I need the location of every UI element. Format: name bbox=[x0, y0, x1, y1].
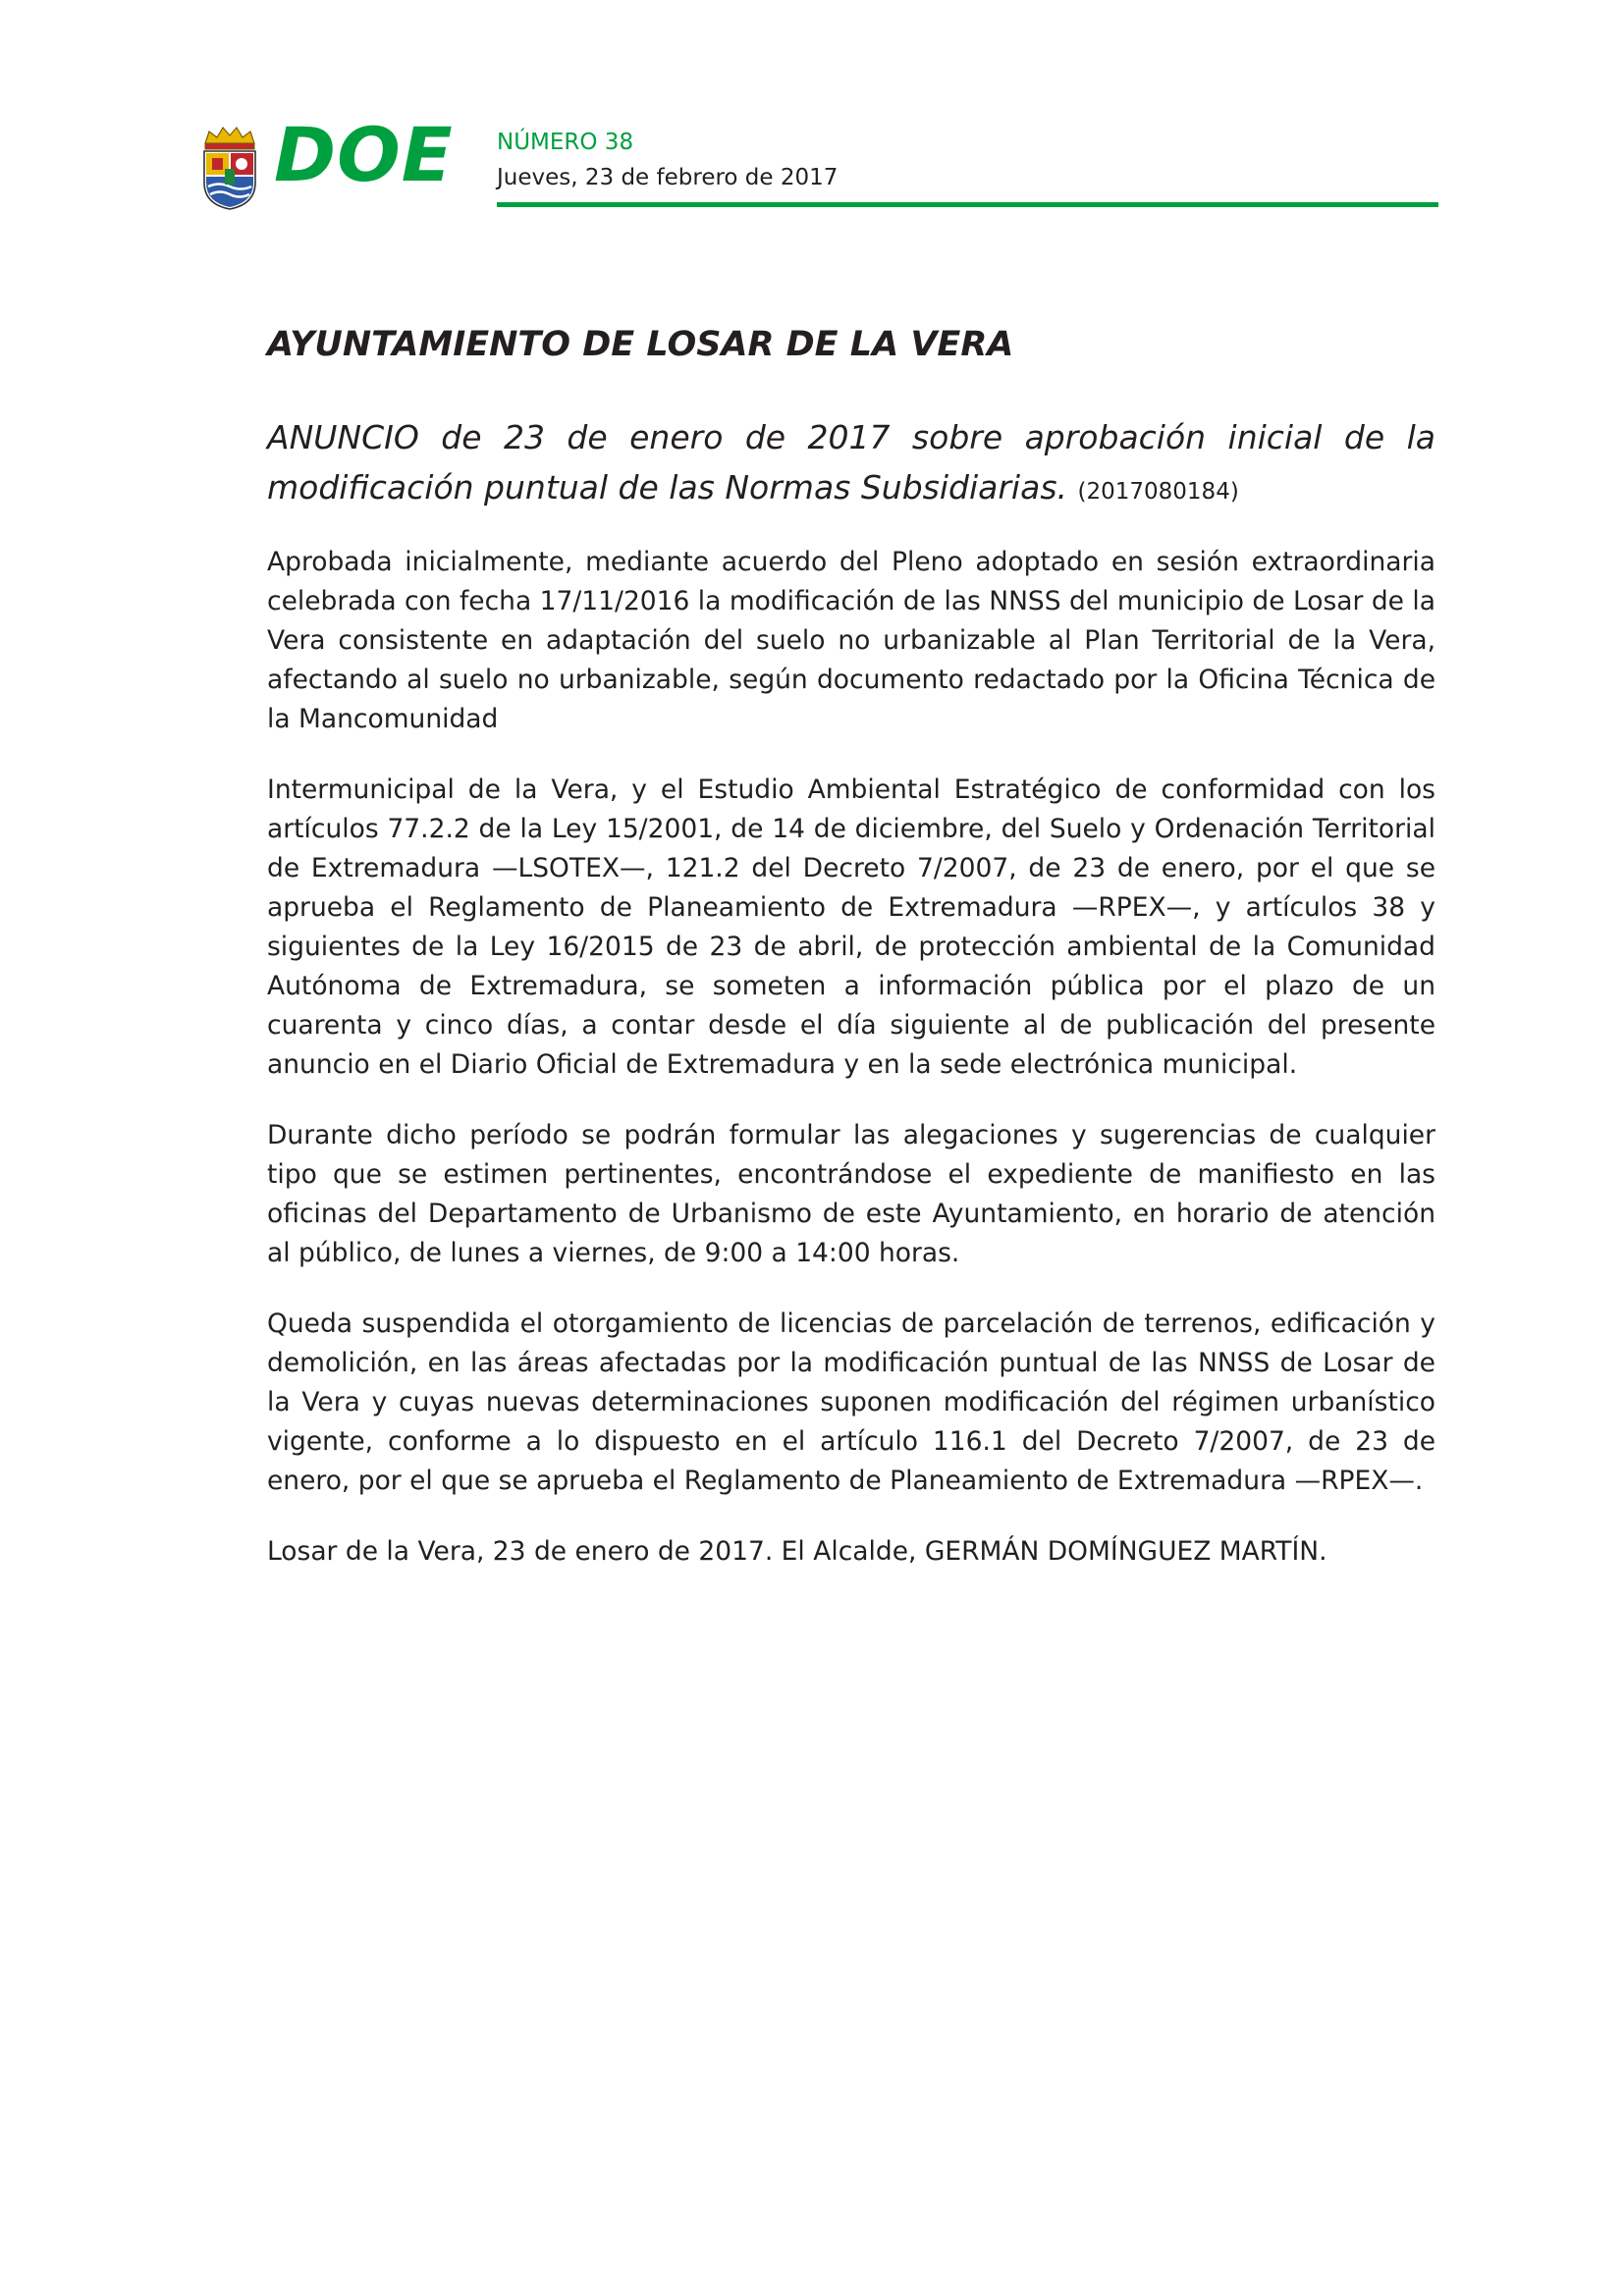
doe-header bbox=[199, 111, 1438, 210]
paragraph-3: Durante dicho período se podrán formular las alegaciones y sugerencias de cualquier tipo que se estimen pertinentes, encontrándose el expediente de manifiesto en las oficinas del Departamento de Urbanismo de este Ayuntamiento, en horario de atención al público, de lunes a viernes, de 9:00 a 14:00 horas. bbox=[267, 1120, 1435, 1268]
announcement-code: (2017080184) bbox=[1077, 479, 1239, 505]
document-body bbox=[267, 543, 1435, 1603]
organization-heading: AYUNTAMIENTO DE LOSAR DE LA VERA bbox=[267, 325, 1014, 364]
paragraph-1: Aprobada inicialmente, mediante acuerdo del Pleno adoptado en sesión extraordinaria celebrada con fecha 17/11/2016 la modificación de las NNSS del municipio de Losar de la Vera consistente en adaptación del suelo no urbanizable al Plan Territorial de la Vera, afectando al suelo no urbanizable, según documento redactado por la Oficina Técnica de la Mancomunidad bbox=[267, 547, 1436, 734]
header-rule bbox=[497, 202, 1438, 207]
announcement-title bbox=[267, 412, 1435, 517]
signature-line: Losar de la Vera, 23 de enero de 2017. El Alcalde, GERMÁN DOMÍNGUEZ MARTÍN. bbox=[267, 1536, 1327, 1567]
coat-of-arms-icon bbox=[199, 126, 260, 210]
announcement-title-text: ANUNCIO de 23 de enero de 2017 sobre aprobación inicial de la modificación puntual de las Normas Subsidiarias. bbox=[267, 418, 1435, 507]
doe-logo: DOE bbox=[274, 111, 454, 198]
issue-date: Jueves, 23 de febrero de 2017 bbox=[497, 165, 839, 190]
paragraph-4: Queda suspendida el otorgamiento de licencias de parcelación de terrenos, edificación y demolición, en las áreas afectadas por la modificación puntual de las NNSS de Losar de la Vera y cuyas nuevas determinaciones suponen modificación del régimen urbanístico vigente, conforme a lo dispuesto en el artículo 116.1 del Decreto 7/2007, de 23 de enero, por el que se aprueba el Reglamento de Planeamiento de Extremadura —RPEX—. bbox=[267, 1308, 1435, 1496]
paragraph-2: Intermunicipal de la Vera, y el Estudio Ambiental Estratégico de conformidad con los artículos 77.2.2 de la Ley 15/2001, de 14 de diciembre, del Suelo y Ordenación Territorial de Extremadura —LSOTEX—, 121.2 del Decreto 7/2007, de 23 de enero, por el que se aprueba el Reglamento de Planeamiento de Extremadura —RPEX—, y artículos 38 y siguientes de la Ley 16/2015 de 23 de abril, de protección ambiental de la Comunidad Autónoma de Extremadura, se someten a información pública por el plazo de un cuarenta y cinco días, a contar desde el día siguiente al de publicación del presente anuncio en el Diario Oficial de Extremadura y en la sede electrónica municipal. bbox=[267, 774, 1435, 1080]
issue-number: NÚMERO 38 bbox=[497, 130, 634, 155]
